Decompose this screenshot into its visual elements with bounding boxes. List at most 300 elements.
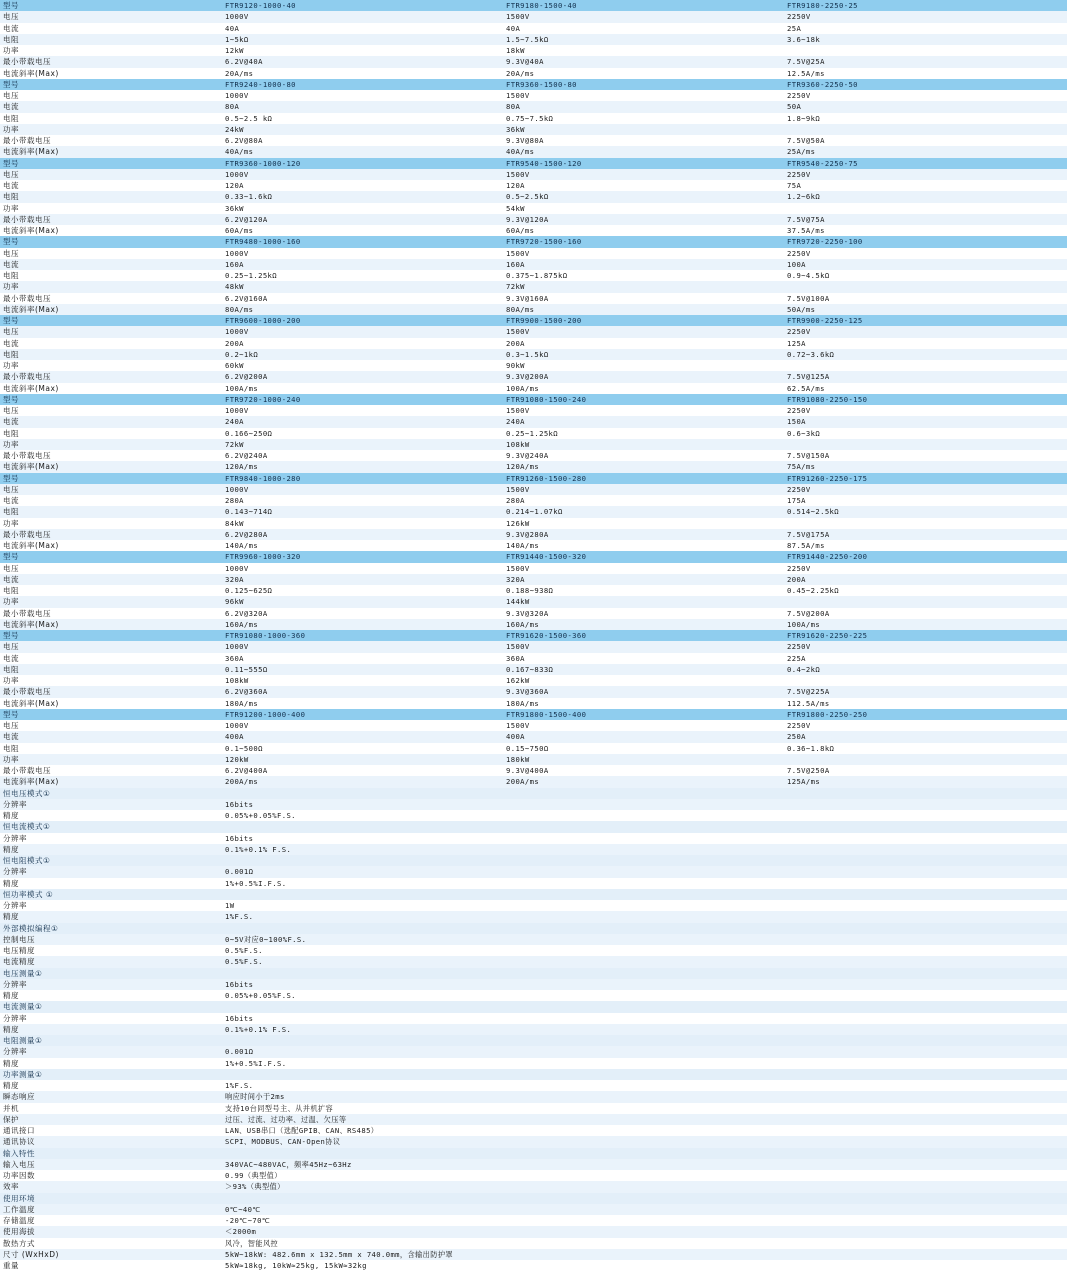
spec-row (0, 1103, 1067, 1114)
slew-value: 20A/ms (222, 68, 503, 79)
power-label: 功率 (0, 675, 222, 686)
spec-row (0, 124, 1067, 135)
voltage-label: 电压 (0, 405, 222, 416)
spec-value: 0.05%+0.05%F.S. (222, 990, 1067, 1001)
spec-value: 0.99（典型值） (222, 1170, 1067, 1181)
spec-row (0, 169, 1067, 180)
spec-row (0, 686, 1067, 697)
voltage-value: 1000V (222, 90, 503, 101)
voltage-value: 1000V (222, 248, 503, 259)
model-name: FTR9540-2250-75 (784, 158, 1067, 169)
current-label: 电流 (0, 259, 222, 270)
current-value: 125A (784, 338, 1067, 349)
resistance-label: 电阻 (0, 191, 222, 202)
section-filler (222, 889, 1067, 900)
section-title: 恒电阻模式① (0, 855, 222, 866)
spec-value: 0.5%F.S. (222, 956, 1067, 967)
spec-label: 并机 (0, 1103, 222, 1114)
slew-value: 160A/ms (503, 619, 784, 630)
section-filler (222, 788, 1067, 799)
spec-row (0, 484, 1067, 495)
spec-row (0, 1136, 1067, 1147)
section-header (0, 821, 1067, 832)
min-voltage-value: 7.5V@50A (784, 135, 1067, 146)
spec-row (0, 428, 1067, 439)
current-value: 400A (222, 731, 503, 742)
voltage-value: 1500V (503, 405, 784, 416)
min-voltage-value: 7.5V@150A (784, 450, 1067, 461)
min-voltage-value: 7.5V@250A (784, 765, 1067, 776)
resistance-value: 0.5~2.5kΩ (503, 191, 784, 202)
spec-row (0, 799, 1067, 810)
power-label: 功率 (0, 124, 222, 135)
power-label: 功率 (0, 518, 222, 529)
spec-row (0, 360, 1067, 371)
power-value (784, 596, 1067, 607)
section-filler (222, 1035, 1067, 1046)
current-value: 360A (503, 653, 784, 664)
resistance-value: 1~5kΩ (222, 34, 503, 45)
current-value: 360A (222, 653, 503, 664)
min-voltage-label: 最小带载电压 (0, 214, 222, 225)
spec-value: 0℃~40℃ (222, 1204, 1067, 1215)
min-voltage-value: 7.5V@25A (784, 56, 1067, 67)
current-value: 320A (222, 574, 503, 585)
slew-label: 电流斜率(Max) (0, 461, 222, 472)
section-header (0, 788, 1067, 799)
power-value: 72kW (222, 439, 503, 450)
voltage-label: 电压 (0, 641, 222, 652)
spec-value: 支持10台同型号主、从并机扩容 (222, 1103, 1067, 1114)
spec-value: 响应时间小于2ms (222, 1091, 1067, 1102)
model-name: FTR9360-2250-50 (784, 79, 1067, 90)
min-voltage-label: 最小带载电压 (0, 765, 222, 776)
section-title: 外部模拟编程① (0, 923, 222, 934)
spec-row (0, 754, 1067, 765)
voltage-value: 2250V (784, 11, 1067, 22)
power-value (784, 124, 1067, 135)
spec-row (0, 371, 1067, 382)
power-value: 48kW (222, 281, 503, 292)
model-name: FTR91080-1000-360 (222, 630, 503, 641)
spec-label: 精度 (0, 1080, 222, 1091)
spec-row (0, 146, 1067, 157)
model-name: FTR91260-1500-280 (503, 473, 784, 484)
power-value (784, 281, 1067, 292)
spec-row (0, 596, 1067, 607)
model-header-row (0, 315, 1067, 326)
section-header (0, 1035, 1067, 1046)
current-value: 280A (503, 495, 784, 506)
power-label: 功率 (0, 754, 222, 765)
min-voltage-value: 6.2V@200A (222, 371, 503, 382)
slew-value: 160A/ms (222, 619, 503, 630)
slew-value: 112.5A/ms (784, 698, 1067, 709)
spec-row (0, 720, 1067, 731)
model-label: 型号 (0, 473, 222, 484)
spec-value: 0.001Ω (222, 1046, 1067, 1057)
spec-label: 工作温度 (0, 1204, 222, 1215)
power-value (784, 439, 1067, 450)
spec-row (0, 518, 1067, 529)
voltage-label: 电压 (0, 169, 222, 180)
power-label: 功率 (0, 281, 222, 292)
voltage-value: 2250V (784, 405, 1067, 416)
min-voltage-value: 6.2V@360A (222, 686, 503, 697)
slew-value: 50A/ms (784, 304, 1067, 315)
current-value: 100A (784, 259, 1067, 270)
min-voltage-label: 最小带载电压 (0, 450, 222, 461)
spec-label: 精度 (0, 990, 222, 1001)
spec-value: 过压、过流、过功率、过温、欠压等 (222, 1114, 1067, 1125)
section-header (0, 1148, 1067, 1159)
current-value: 40A (503, 23, 784, 34)
spec-value: 16bits (222, 799, 1067, 810)
current-value: 200A (503, 338, 784, 349)
spec-value: 16bits (222, 979, 1067, 990)
min-voltage-value: 9.3V@280A (503, 529, 784, 540)
model-header-row (0, 630, 1067, 641)
spec-label: 尺寸 (WxHxD) (0, 1249, 222, 1260)
power-label: 功率 (0, 203, 222, 214)
model-name: FTR9600-1000-200 (222, 315, 503, 326)
spec-row (0, 1046, 1067, 1057)
spec-value: 0.001Ω (222, 866, 1067, 877)
spec-value: ＜2000m (222, 1226, 1067, 1237)
slew-value: 40A/ms (222, 146, 503, 157)
section-title: 恒电流模式① (0, 821, 222, 832)
spec-value: ＞93%（典型值） (222, 1181, 1067, 1192)
resistance-value: 0.11~555Ω (222, 664, 503, 675)
spec-value: -20℃~70℃ (222, 1215, 1067, 1226)
current-value: 120A (222, 180, 503, 191)
model-name: FTR9180-2250-25 (784, 0, 1067, 11)
spec-row (0, 664, 1067, 675)
model-name: FTR9720-1500-160 (503, 236, 784, 247)
spec-label: 分辨率 (0, 799, 222, 810)
section-filler (222, 855, 1067, 866)
model-name: FTR9900-2250-125 (784, 315, 1067, 326)
spec-value: 1%+0.5%I.F.S. (222, 878, 1067, 889)
spec-label: 精度 (0, 878, 222, 889)
resistance-label: 电阻 (0, 585, 222, 596)
model-name: FTR91080-2250-150 (784, 394, 1067, 405)
min-voltage-value: 6.2V@280A (222, 529, 503, 540)
spec-label: 通讯协议 (0, 1136, 222, 1147)
spec-row (0, 776, 1067, 787)
section-title: 功率测量① (0, 1069, 222, 1080)
spec-label: 精度 (0, 1024, 222, 1035)
spec-label: 控制电压 (0, 934, 222, 945)
current-value: 240A (222, 416, 503, 427)
spec-row (0, 1215, 1067, 1226)
model-name: FTR9480-1000-160 (222, 236, 503, 247)
current-value: 75A (784, 180, 1067, 191)
spec-label: 电流精度 (0, 956, 222, 967)
resistance-value: 0.188~938Ω (503, 585, 784, 596)
model-header-row (0, 551, 1067, 562)
min-voltage-value: 7.5V@225A (784, 686, 1067, 697)
spec-row (0, 1226, 1067, 1237)
spec-value: 1%F.S. (222, 911, 1067, 922)
spec-value: 0.05%+0.05%F.S. (222, 810, 1067, 821)
spec-row (0, 911, 1067, 922)
voltage-value: 1000V (222, 641, 503, 652)
current-value: 225A (784, 653, 1067, 664)
model-name: FTR9840-1000-280 (222, 473, 503, 484)
min-voltage-value: 6.2V@160A (222, 293, 503, 304)
resistance-label: 电阻 (0, 664, 222, 675)
resistance-value: 0.514~2.5kΩ (784, 506, 1067, 517)
spec-value: 0~5V对应0~100%F.S. (222, 934, 1067, 945)
spec-label: 精度 (0, 1058, 222, 1069)
current-value: 25A (784, 23, 1067, 34)
model-header-row (0, 473, 1067, 484)
spec-row (0, 540, 1067, 551)
section-title: 电压测量① (0, 968, 222, 979)
model-name: FTR9180-1500-40 (503, 0, 784, 11)
resistance-value: 1.8~9kΩ (784, 113, 1067, 124)
section-header (0, 855, 1067, 866)
voltage-label: 电压 (0, 563, 222, 574)
slew-value: 120A/ms (222, 461, 503, 472)
slew-value: 180A/ms (222, 698, 503, 709)
slew-value: 12.5A/ms (784, 68, 1067, 79)
min-voltage-value: 6.2V@120A (222, 214, 503, 225)
spec-row (0, 495, 1067, 506)
section-header (0, 1193, 1067, 1204)
power-value: 84kW (222, 518, 503, 529)
model-label: 型号 (0, 394, 222, 405)
spec-label: 分辨率 (0, 1013, 222, 1024)
slew-value: 37.5A/ms (784, 225, 1067, 236)
spec-row (0, 23, 1067, 34)
current-value: 160A (222, 259, 503, 270)
slew-value: 140A/ms (503, 540, 784, 551)
resistance-value: 0.167~833Ω (503, 664, 784, 675)
current-label: 电流 (0, 495, 222, 506)
spec-row (0, 383, 1067, 394)
spec-row (0, 574, 1067, 585)
voltage-label: 电压 (0, 248, 222, 259)
current-value: 320A (503, 574, 784, 585)
resistance-value: 0.214~1.07kΩ (503, 506, 784, 517)
resistance-value: 0.3~1.5kΩ (503, 349, 784, 360)
model-name: FTR91800-1500-400 (503, 709, 784, 720)
spec-row (0, 461, 1067, 472)
spec-label: 散热方式 (0, 1238, 222, 1249)
power-value: 162kW (503, 675, 784, 686)
spec-row (0, 1238, 1067, 1249)
current-label: 电流 (0, 338, 222, 349)
spec-row (0, 90, 1067, 101)
voltage-label: 电压 (0, 90, 222, 101)
spec-row (0, 68, 1067, 79)
voltage-value: 2250V (784, 248, 1067, 259)
resistance-value: 0.25~1.25kΩ (222, 270, 503, 281)
current-label: 电流 (0, 101, 222, 112)
model-name: FTR9120-1000-40 (222, 0, 503, 11)
min-voltage-value: 7.5V@125A (784, 371, 1067, 382)
power-value: 108kW (222, 675, 503, 686)
spec-row (0, 225, 1067, 236)
spec-row (0, 281, 1067, 292)
model-name: FTR91800-2250-250 (784, 709, 1067, 720)
slew-label: 电流斜率(Max) (0, 540, 222, 551)
current-value: 80A (503, 101, 784, 112)
section-filler (222, 1148, 1067, 1159)
spec-label: 瞬态响应 (0, 1091, 222, 1102)
min-voltage-value: 9.3V@120A (503, 214, 784, 225)
slew-label: 电流斜率(Max) (0, 225, 222, 236)
resistance-value: 0.6~3kΩ (784, 428, 1067, 439)
min-voltage-value: 9.3V@40A (503, 56, 784, 67)
resistance-value: 0.33~1.6kΩ (222, 191, 503, 202)
spec-label: 精度 (0, 911, 222, 922)
spec-row (0, 934, 1067, 945)
slew-value: 100A/ms (222, 383, 503, 394)
min-voltage-value: 7.5V@100A (784, 293, 1067, 304)
slew-value: 20A/ms (503, 68, 784, 79)
model-name: FTR9240-1000-80 (222, 79, 503, 90)
spec-value: 5kW~18kW: 482.6mm x 132.5mm x 740.0mm，含输出防护罩 (222, 1249, 1067, 1260)
model-name: FTR9720-1000-240 (222, 394, 503, 405)
current-value: 200A (784, 574, 1067, 585)
section-header (0, 889, 1067, 900)
spec-label: 效率 (0, 1181, 222, 1192)
spec-row (0, 641, 1067, 652)
current-value: 160A (503, 259, 784, 270)
min-voltage-value: 6.2V@40A (222, 56, 503, 67)
spec-row (0, 450, 1067, 461)
spec-value: 0.1%+0.1% F.S. (222, 1024, 1067, 1035)
voltage-value: 1000V (222, 484, 503, 495)
spec-label: 分辨率 (0, 979, 222, 990)
voltage-value: 1500V (503, 720, 784, 731)
model-name: FTR91080-1500-240 (503, 394, 784, 405)
resistance-value: 0.9~4.5kΩ (784, 270, 1067, 281)
voltage-value: 1500V (503, 484, 784, 495)
min-voltage-value: 9.3V@160A (503, 293, 784, 304)
voltage-value: 1000V (222, 563, 503, 574)
section-title: 电流测量① (0, 1001, 222, 1012)
spec-row (0, 619, 1067, 630)
spec-row (0, 585, 1067, 596)
voltage-value: 1500V (503, 641, 784, 652)
spec-row (0, 765, 1067, 776)
voltage-value: 2250V (784, 563, 1067, 574)
model-header-row (0, 0, 1067, 11)
model-label: 型号 (0, 551, 222, 562)
spec-row (0, 56, 1067, 67)
power-value: 24kW (222, 124, 503, 135)
power-value: 180kW (503, 754, 784, 765)
power-value: 36kW (222, 203, 503, 214)
power-value: 72kW (503, 281, 784, 292)
spec-row (0, 675, 1067, 686)
model-name: FTR9540-1500-120 (503, 158, 784, 169)
model-label: 型号 (0, 158, 222, 169)
section-filler (222, 923, 1067, 934)
section-filler (222, 968, 1067, 979)
current-value: 40A (222, 23, 503, 34)
current-label: 电流 (0, 574, 222, 585)
model-name: FTR91440-1500-320 (503, 551, 784, 562)
voltage-label: 电压 (0, 484, 222, 495)
power-value: 60kW (222, 360, 503, 371)
spec-label: 使用海拔 (0, 1226, 222, 1237)
spec-row (0, 270, 1067, 281)
slew-value: 60A/ms (222, 225, 503, 236)
power-value: 120kW (222, 754, 503, 765)
voltage-value: 2250V (784, 169, 1067, 180)
power-value (784, 203, 1067, 214)
resistance-value: 0.1~500Ω (222, 743, 503, 754)
resistance-value: 1.5~7.5kΩ (503, 34, 784, 45)
current-value: 50A (784, 101, 1067, 112)
section-filler (222, 1193, 1067, 1204)
voltage-value: 1500V (503, 169, 784, 180)
min-voltage-label: 最小带载电压 (0, 293, 222, 304)
model-label: 型号 (0, 709, 222, 720)
power-value: 36kW (503, 124, 784, 135)
spec-row (0, 945, 1067, 956)
spec-row (0, 439, 1067, 450)
spec-row (0, 180, 1067, 191)
spec-row (0, 135, 1067, 146)
model-name: FTR9900-1500-200 (503, 315, 784, 326)
power-label: 功率 (0, 596, 222, 607)
power-value: 54kW (503, 203, 784, 214)
resistance-label: 电阻 (0, 34, 222, 45)
spec-row (0, 956, 1067, 967)
slew-label: 电流斜率(Max) (0, 68, 222, 79)
resistance-value: 0.25~1.25kΩ (503, 428, 784, 439)
voltage-value: 1500V (503, 90, 784, 101)
resistance-label: 电阻 (0, 349, 222, 360)
slew-label: 电流斜率(Max) (0, 619, 222, 630)
spec-row (0, 833, 1067, 844)
spec-row (0, 293, 1067, 304)
slew-value: 125A/ms (784, 776, 1067, 787)
current-label: 电流 (0, 180, 222, 191)
slew-label: 电流斜率(Max) (0, 304, 222, 315)
resistance-value: 0.5~2.5 kΩ (222, 113, 503, 124)
power-value: 90kW (503, 360, 784, 371)
voltage-value: 1000V (222, 326, 503, 337)
slew-value: 200A/ms (222, 776, 503, 787)
resistance-value: 3.6~18k (784, 34, 1067, 45)
resistance-label: 电阻 (0, 428, 222, 439)
slew-value: 80A/ms (503, 304, 784, 315)
model-name: FTR9360-1500-80 (503, 79, 784, 90)
spec-row (0, 1024, 1067, 1035)
spec-label: 重量 (0, 1260, 222, 1271)
voltage-value: 2250V (784, 641, 1067, 652)
model-label: 型号 (0, 315, 222, 326)
spec-label: 分辨率 (0, 866, 222, 877)
resistance-label: 电阻 (0, 743, 222, 754)
slew-value: 100A/ms (784, 619, 1067, 630)
spec-row (0, 326, 1067, 337)
power-value: 18kW (503, 45, 784, 56)
spec-label: 存储温度 (0, 1215, 222, 1226)
slew-value: 200A/ms (503, 776, 784, 787)
section-filler (222, 1069, 1067, 1080)
power-value (784, 360, 1067, 371)
spec-row (0, 34, 1067, 45)
min-voltage-label: 最小带载电压 (0, 56, 222, 67)
